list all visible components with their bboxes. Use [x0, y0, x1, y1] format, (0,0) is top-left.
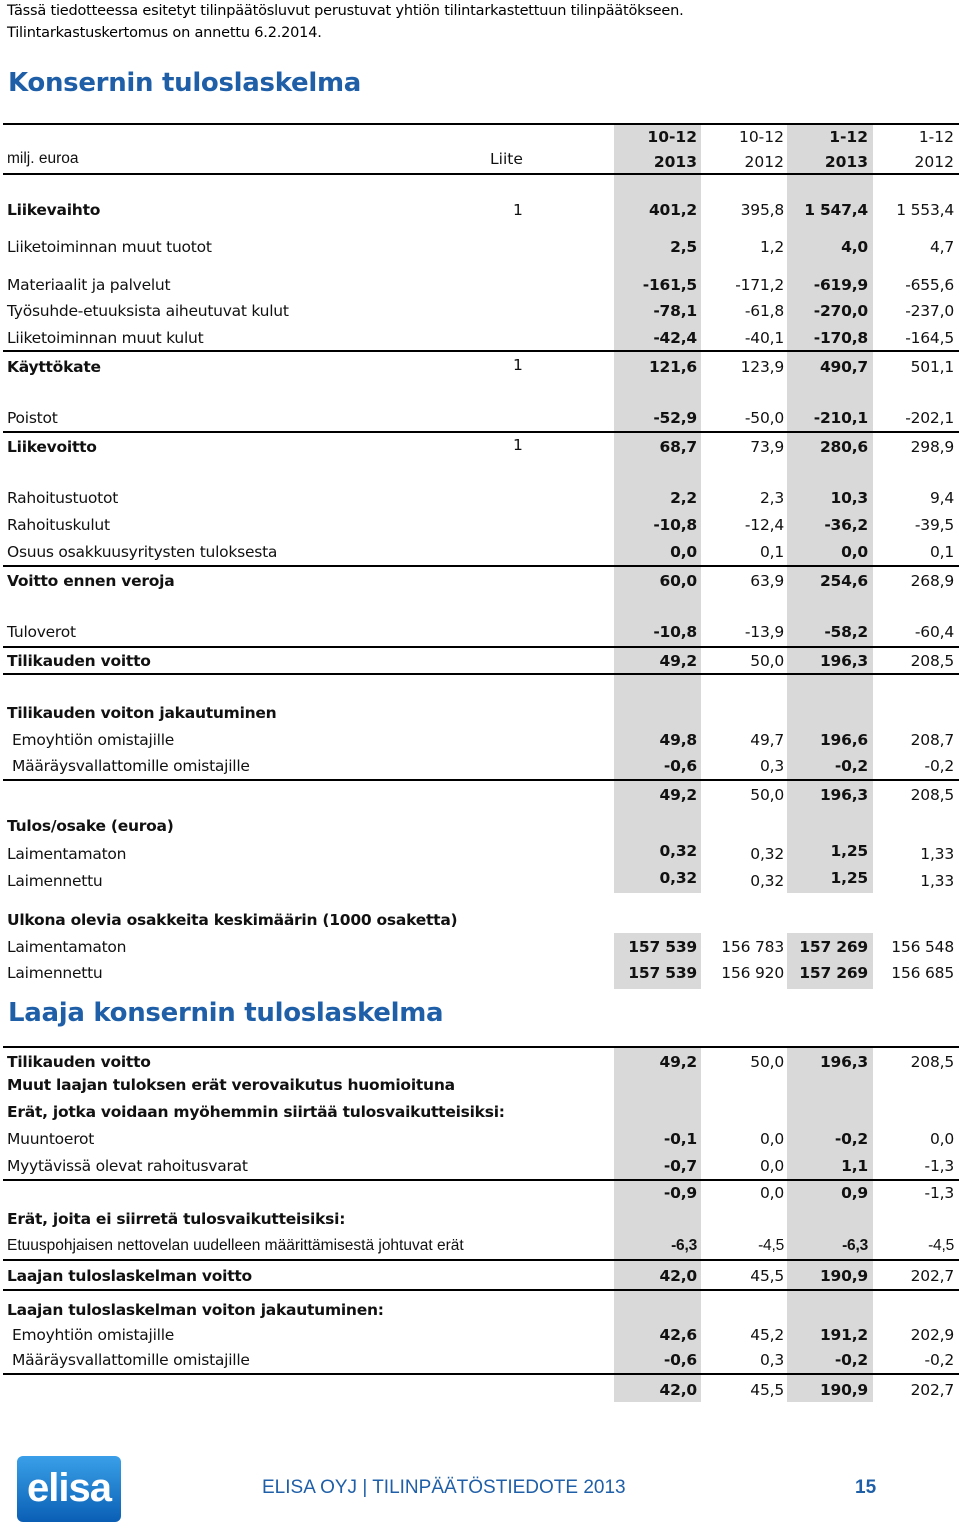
row-value: -61,8	[744, 302, 784, 320]
row-value: -6,3	[842, 1237, 868, 1254]
col1-period: 10-12	[647, 128, 697, 146]
row-label: Laajan tuloslaskelman voiton jakautuminen:	[7, 1301, 384, 1319]
table-row	[0, 1153, 960, 1179]
liite-header: Liite	[490, 150, 523, 168]
table-row	[0, 298, 960, 324]
table-row	[0, 197, 960, 223]
table-row	[0, 868, 960, 894]
row-value: -0,2	[924, 1351, 954, 1369]
row-value: 196,3	[819, 786, 868, 804]
row-label: Määräysvallattomille omistajille	[12, 757, 250, 775]
table-row	[0, 753, 960, 779]
row-value: -619,9	[813, 276, 868, 294]
row-value: 121,6	[648, 358, 697, 376]
intro-line-1: Tässä tiedotteessa esitetyt tilinpäätösluvut perustuvat yhtiön tilintarkastettuun tilinpäätökseen.	[7, 3, 684, 19]
row-value: -210,1	[813, 409, 868, 427]
row-value: 2,2	[670, 489, 697, 507]
table-row	[0, 813, 960, 839]
table-row	[0, 1377, 960, 1403]
row-value: -164,5	[905, 329, 954, 347]
row-value: 1,2	[759, 238, 784, 256]
table-row	[0, 960, 960, 986]
row-label: Muuntoerot	[7, 1130, 95, 1148]
row-value: 0,32	[659, 869, 697, 887]
row-label: Laimennettu	[7, 872, 103, 890]
table-row	[0, 568, 960, 594]
row-value: -78,1	[653, 302, 697, 320]
row-value: -4,5	[758, 1237, 784, 1254]
row-value: 1,1	[841, 1157, 868, 1175]
row-rule	[3, 673, 959, 675]
row-value: 49,2	[659, 1053, 697, 1071]
row-value: -270,0	[813, 302, 868, 320]
page-number: 15	[855, 1477, 877, 1498]
row-value: 0,32	[750, 845, 784, 863]
header-top-rule	[3, 123, 959, 125]
row-value: 202,7	[910, 1267, 954, 1285]
row-rule	[3, 431, 959, 433]
row-value: 123,9	[740, 358, 784, 376]
row-value: -0,6	[663, 1351, 697, 1369]
table-row	[0, 648, 960, 674]
row-value: 0,0	[841, 543, 868, 561]
table-row	[0, 700, 960, 726]
col2-period: 10-12	[738, 128, 784, 146]
table-row	[0, 405, 960, 431]
row-value: 4,7	[929, 238, 954, 256]
row-value: 50,0	[750, 652, 784, 670]
row-value: 208,7	[910, 731, 954, 749]
row-value: 0,0	[759, 1184, 784, 1202]
row-label: Osuus osakkuusyritysten tuloksesta	[7, 543, 278, 561]
row-liite: 1	[513, 201, 523, 219]
row-value: 42,0	[659, 1381, 697, 1399]
row-value: 157 539	[628, 964, 697, 982]
row-label: Liikevoitto	[7, 438, 97, 456]
row-value: 280,6	[819, 438, 868, 456]
row-value: 208,5	[910, 1053, 954, 1071]
row-label: Työsuhde-etuuksista aiheutuvat kulut	[7, 302, 289, 320]
table-row	[0, 934, 960, 960]
row-value: -50,0	[744, 409, 784, 427]
table-row	[0, 727, 960, 753]
row-value: 298,9	[910, 438, 954, 456]
row-value: 63,9	[750, 572, 784, 590]
row-label: Tilikauden voitto	[7, 1053, 151, 1071]
row-value: 254,6	[819, 572, 868, 590]
row-value: -0,2	[834, 1130, 868, 1148]
row-liite: 1	[513, 356, 523, 374]
row-label: Liiketoiminnan muut kulut	[7, 329, 204, 347]
row-value: -171,2	[735, 276, 784, 294]
row-value: 196,3	[819, 652, 868, 670]
table-row	[0, 1206, 960, 1232]
table-row	[0, 325, 960, 351]
row-label: Voitto ennen veroja	[7, 572, 175, 590]
row-value: -52,9	[653, 409, 697, 427]
col3-year: 2013	[824, 153, 868, 171]
row-rule	[3, 1373, 959, 1375]
row-label: Materiaalit ja palvelut	[7, 276, 171, 294]
row-value: 42,0	[659, 1267, 697, 1285]
row-rule	[3, 350, 959, 352]
row-label: Myytävissä olevat rahoitusvarat	[7, 1157, 248, 1175]
row-value: -42,4	[653, 329, 697, 347]
row-value: 1,25	[830, 869, 868, 887]
row-value: 190,9	[819, 1381, 868, 1399]
row-value: 268,9	[910, 572, 954, 590]
row-rule	[3, 565, 959, 567]
row-value: 73,9	[750, 438, 784, 456]
col1-year: 2013	[653, 153, 697, 171]
row-value: -170,8	[813, 329, 868, 347]
row-value: 1,33	[920, 845, 954, 863]
row-value: 0,3	[759, 1351, 784, 1369]
elisa-logo: elisa	[17, 1456, 121, 1522]
row-label: Laimentamaton	[7, 845, 127, 863]
table-row	[0, 1322, 960, 1348]
row-label: Tulos/osake (euroa)	[7, 817, 174, 835]
table-row	[0, 354, 960, 380]
table-row	[0, 1126, 960, 1152]
row-value: 156 920	[721, 964, 784, 982]
row-value: -58,2	[824, 623, 868, 641]
row-value: -0,2	[834, 1351, 868, 1369]
row-value: -237,0	[905, 302, 954, 320]
row-value: 157 269	[799, 964, 868, 982]
row-value: 49,8	[659, 731, 697, 749]
row-value: 156 783	[721, 938, 784, 956]
table-row	[0, 1263, 960, 1289]
row-value: 0,0	[670, 543, 697, 561]
row-value: 1 553,4	[896, 201, 954, 219]
row-value: 49,2	[659, 786, 697, 804]
col3-period: 1-12	[829, 128, 868, 146]
row-value: -1,3	[924, 1157, 954, 1175]
row-value: 157 539	[628, 938, 697, 956]
row-value: 157 269	[799, 938, 868, 956]
row-value: 0,0	[759, 1157, 784, 1175]
row-value: -10,8	[653, 623, 697, 641]
row-value: -10,8	[653, 516, 697, 534]
row-value: 1 547,4	[804, 201, 868, 219]
row-rule	[3, 1289, 959, 1291]
row-value: -36,2	[824, 516, 868, 534]
intro-text	[7, 0, 684, 44]
table-row	[0, 782, 960, 808]
row-value: 42,6	[659, 1326, 697, 1344]
row-label: Emoyhtiön omistajille	[12, 731, 175, 749]
row-value: 190,9	[819, 1267, 868, 1285]
row-label: Erät, jotka voidaan myöhemmin siirtää tulosvaikutteisiksi:	[7, 1103, 505, 1121]
row-value: 208,5	[910, 652, 954, 670]
row-value: 2,5	[670, 238, 697, 256]
row-value: -0,2	[834, 757, 868, 775]
row-value: 60,0	[659, 572, 697, 590]
footer-text: ELISA OYJ | TILINPÄÄTÖSTIEDOTE 2013	[262, 1477, 626, 1498]
row-value: 45,5	[750, 1381, 784, 1399]
row-value: -0,6	[663, 757, 697, 775]
row-value: 191,2	[819, 1326, 868, 1344]
row-value: 196,3	[819, 1053, 868, 1071]
row-value: 50,0	[750, 786, 784, 804]
row-value: -0,7	[663, 1157, 697, 1175]
row-value: 401,2	[648, 201, 697, 219]
row-value: 49,2	[659, 652, 697, 670]
table-row	[0, 272, 960, 298]
row-value: 156 548	[891, 938, 954, 956]
row-value: -161,5	[642, 276, 697, 294]
row-label: Määräysvallattomille omistajille	[12, 1351, 250, 1369]
table-row	[0, 1072, 960, 1098]
row-value: -655,6	[905, 276, 954, 294]
row-value: 0,32	[659, 842, 697, 860]
row-value: 1,33	[920, 872, 954, 890]
table-row	[0, 841, 960, 867]
row-value: 156 685	[891, 964, 954, 982]
header-bottom-rule	[3, 173, 959, 175]
row-value: 45,5	[750, 1267, 784, 1285]
row-value: 50,0	[750, 1053, 784, 1071]
row-value: 0,1	[929, 543, 954, 561]
row-label: Liiketoiminnan muut tuotot	[7, 238, 212, 256]
row-label: Tilikauden voitto	[7, 652, 151, 670]
row-liite: 1	[513, 436, 523, 454]
row-value: 395,8	[740, 201, 784, 219]
row-value: 1,25	[830, 842, 868, 860]
col4-year: 2012	[914, 153, 954, 171]
table-row	[0, 1099, 960, 1125]
row-label: Laajan tuloslaskelman voitto	[7, 1267, 252, 1285]
row-value: -0,9	[663, 1184, 697, 1202]
row-label: Rahoituskulut	[7, 516, 110, 534]
row-value: -60,4	[914, 623, 954, 641]
row-value: 49,7	[750, 731, 784, 749]
row-rule	[3, 779, 959, 781]
row-label: Etuuspohjaisen nettovelan uudelleen määrittämisestä johtuvat erät	[7, 1237, 464, 1254]
col4-period: 1-12	[918, 128, 954, 146]
row-label: Poistot	[7, 409, 58, 427]
row-value: -39,5	[914, 516, 954, 534]
row-value: -12,4	[744, 516, 784, 534]
row-value: -6,3	[671, 1237, 697, 1254]
table-row	[0, 1347, 960, 1373]
row-value: 196,6	[819, 731, 868, 749]
row-value: 68,7	[659, 438, 697, 456]
income-statement-title: Konsernin tuloslaskelma	[8, 68, 361, 98]
row-value: -4,5	[928, 1237, 954, 1254]
row-label: Tuloverot	[7, 623, 76, 641]
row-rule	[3, 1259, 959, 1261]
table-row	[0, 539, 960, 565]
table-row	[0, 485, 960, 511]
row-value: 0,0	[759, 1130, 784, 1148]
row-label: Tilikauden voiton jakautuminen	[7, 704, 277, 722]
unit-label: milj. euroa	[7, 150, 79, 167]
row-value: 2,3	[759, 489, 784, 507]
row-value: 202,7	[910, 1381, 954, 1399]
table-row	[0, 512, 960, 538]
row-value: -0,2	[924, 757, 954, 775]
row-value: -202,1	[905, 409, 954, 427]
table-row	[0, 1297, 960, 1323]
row-value: 0,1	[759, 543, 784, 561]
row-rule	[3, 1046, 959, 1048]
row-value: 4,0	[841, 238, 868, 256]
row-value: -1,3	[924, 1184, 954, 1202]
row-value: 0,0	[929, 1130, 954, 1148]
row-label: Rahoitustuotot	[7, 489, 119, 507]
row-value: -0,1	[663, 1130, 697, 1148]
table-row	[0, 907, 960, 933]
row-value: 202,9	[910, 1326, 954, 1344]
row-label: Laimentamaton	[7, 938, 127, 956]
row-label: Laimennettu	[7, 964, 103, 982]
row-value: -40,1	[744, 329, 784, 347]
comprehensive-title: Laaja konsernin tuloslaskelma	[8, 998, 444, 1028]
row-value: 208,5	[910, 786, 954, 804]
row-value: 0,9	[841, 1184, 868, 1202]
table-row	[0, 1233, 960, 1259]
col2-year: 2012	[744, 153, 784, 171]
table-row	[0, 434, 960, 460]
table-row	[0, 234, 960, 260]
row-label: Emoyhtiön omistajille	[12, 1326, 175, 1344]
row-value: 0,32	[750, 872, 784, 890]
table-row	[0, 1180, 960, 1206]
row-value: 10,3	[830, 489, 868, 507]
row-label: Ulkona olevia osakkeita keskimäärin (1000 osaketta)	[7, 911, 458, 929]
intro-line-2: Tilintarkastuskertomus on annettu 6.2.2014.	[7, 25, 322, 41]
row-label: Muut laajan tuloksen erät verovaikutus huomioituna	[7, 1076, 455, 1094]
row-value: 9,4	[929, 489, 954, 507]
row-label: Erät, joita ei siirretä tulosvaikutteisiksi:	[7, 1210, 346, 1228]
row-value: 45,2	[750, 1326, 784, 1344]
row-value: 490,7	[819, 358, 868, 376]
row-value: 0,3	[759, 757, 784, 775]
row-label: Liikevaihto	[7, 201, 101, 219]
row-value: -13,9	[744, 623, 784, 641]
table-row	[0, 619, 960, 645]
row-label: Käyttökate	[7, 358, 101, 376]
row-value: 501,1	[910, 358, 954, 376]
